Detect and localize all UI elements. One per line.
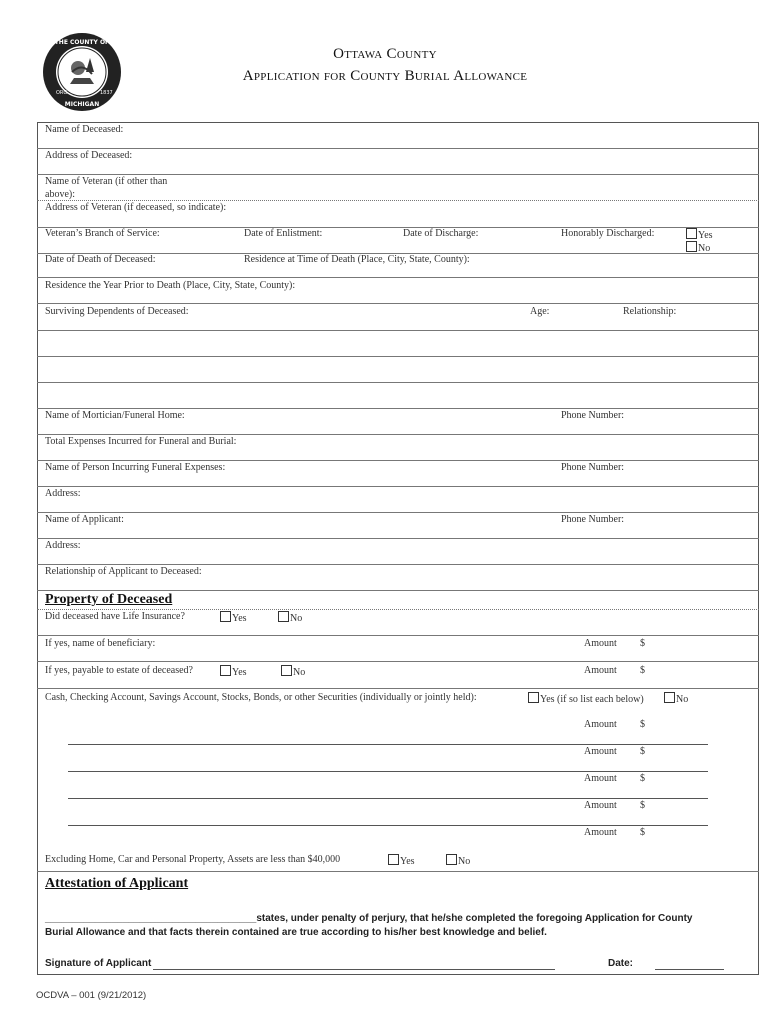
row-divider — [37, 590, 759, 591]
asset-line[interactable] — [68, 771, 708, 772]
dollar-sign: $ — [640, 719, 645, 730]
row-divider — [37, 382, 759, 383]
applicant-name-blank[interactable]: ______________________________________ — [45, 913, 257, 924]
dollar-sign: $ — [640, 638, 645, 649]
seal-text-bottom: MICHIGAN — [64, 101, 100, 108]
seal-text-top: SEAL OF THE COUNTY OF OTTAWA — [24, 39, 140, 46]
checkbox[interactable] — [686, 228, 697, 239]
excluding-label: Excluding Home, Car and Personal Property, Assets are less than $40,000 — [45, 854, 341, 865]
row-divider — [37, 200, 759, 201]
date-label: Date: — [608, 958, 634, 969]
title-county: Ottawa County — [333, 46, 437, 62]
amount-label: Amount — [584, 827, 617, 838]
row-divider — [37, 356, 759, 357]
dollar-sign: $ — [640, 800, 645, 811]
amount-label: Amount — [584, 800, 617, 811]
checkbox[interactable] — [664, 692, 675, 703]
no-label: No — [293, 667, 306, 678]
yes-label: Yes — [232, 613, 247, 624]
checkbox[interactable] — [686, 241, 697, 252]
relationship-applicant-label: Relationship of Applicant to Deceased: — [45, 566, 202, 577]
row-divider — [37, 330, 759, 331]
honorably-label: Honorably Discharged: — [561, 228, 655, 239]
beneficiary-label: If yes, name of beneficiary: — [45, 638, 156, 649]
name-veteran-label: Name of Veteran (if other than — [45, 176, 168, 187]
row-divider — [37, 303, 759, 304]
dollar-sign: $ — [640, 827, 645, 838]
row-divider — [37, 871, 759, 872]
cash-no-option[interactable] — [664, 692, 688, 705]
attestation-statement — [45, 912, 745, 940]
no-label: No — [458, 856, 471, 867]
branch-label: Veteran’s Branch of Service: — [45, 228, 160, 239]
payable-estate-no[interactable] — [281, 665, 305, 678]
honorable-yes-option[interactable] — [686, 228, 713, 241]
payable-estate-label: If yes, payable to estate of deceased? — [45, 665, 193, 676]
cash-label: Cash, Checking Account, Savings Account, Stocks, Bonds, or other Securities (individually or jointly held): — [45, 692, 477, 703]
form-code-footer: OCDVA – 001 (9/21/2012) — [36, 990, 147, 1001]
no-label: No — [676, 694, 689, 705]
amount-label: Amount — [584, 746, 617, 757]
life-insurance-no[interactable] — [278, 611, 302, 624]
row-divider — [37, 688, 759, 689]
row-divider — [37, 408, 759, 409]
row-divider — [37, 538, 759, 539]
form-frame — [37, 122, 759, 975]
date-line[interactable] — [655, 969, 724, 970]
signature-label: Signature of Applicant — [45, 958, 152, 969]
amount-label: Amount — [584, 638, 617, 649]
mortician-label: Name of Mortician/Funeral Home: — [45, 410, 185, 421]
person-address-label: Address: — [45, 488, 81, 499]
row-divider — [37, 512, 759, 513]
name-veteran-label-cont: above): — [45, 189, 75, 200]
row-divider — [37, 661, 759, 662]
asset-line[interactable] — [68, 744, 708, 745]
dollar-sign: $ — [640, 773, 645, 784]
checkbox[interactable] — [446, 854, 457, 865]
excluding-no[interactable] — [446, 854, 470, 867]
asset-line[interactable] — [68, 798, 708, 799]
dollar-sign: $ — [640, 665, 645, 676]
row-divider — [37, 148, 759, 149]
person-phone-label: Phone Number: — [561, 462, 625, 473]
row-divider — [37, 174, 759, 175]
checkbox[interactable] — [278, 611, 289, 622]
no-label: No — [290, 613, 303, 624]
row-divider — [37, 277, 759, 278]
row-divider — [37, 434, 759, 435]
applicant-phone-label: Phone Number: — [561, 514, 625, 525]
relationship-label: Relationship: — [623, 306, 677, 317]
row-divider — [37, 564, 759, 565]
cash-yes-option[interactable] — [528, 692, 644, 705]
row-divider — [37, 635, 759, 636]
row-divider — [37, 486, 759, 487]
residence-death-label: Residence at Time of Death (Place, City, State, County): — [244, 254, 470, 265]
seal-est-right: 1837 — [100, 90, 113, 96]
title-application: Application for County Burial Allowance — [242, 68, 528, 84]
amount-label: Amount — [584, 665, 617, 676]
discharge-label: Date of Discharge: — [403, 228, 479, 239]
amount-label: Amount — [584, 773, 617, 784]
applicant-label: Name of Applicant: — [45, 514, 124, 525]
mortician-phone-label: Phone Number: — [561, 410, 625, 421]
excluding-yes[interactable] — [388, 854, 415, 867]
row-divider — [37, 609, 759, 610]
yes-list-label: Yes (if so list each below) — [540, 694, 644, 705]
applicant-address-label: Address: — [45, 540, 81, 551]
amount-label: Amount — [584, 719, 617, 730]
seal-est-left: ORG. — [56, 90, 69, 96]
yes-label: Yes — [400, 856, 415, 867]
address-deceased-label: Address of Deceased: — [45, 150, 133, 161]
yes-label: Yes — [232, 667, 247, 678]
person-incurring-label: Name of Person Incurring Funeral Expenses: — [45, 462, 226, 473]
no-label: No — [698, 243, 711, 254]
statement-line-2: Burial Allowance and that facts therein contained are true according to his/her best knowledge and belief. — [45, 927, 547, 938]
dollar-sign: $ — [640, 746, 645, 757]
checkbox[interactable] — [528, 692, 539, 703]
total-expenses-label: Total Expenses Incurred for Funeral and Burial: — [45, 436, 237, 447]
residence-prior-label: Residence the Year Prior to Death (Place, City, State, County): — [45, 280, 296, 291]
row-divider — [37, 460, 759, 461]
asset-line[interactable] — [68, 825, 708, 826]
attestation-heading: Attestation of Applicant — [45, 876, 189, 891]
yes-label: Yes — [698, 230, 713, 241]
checkbox[interactable] — [220, 611, 231, 622]
statement-line-1: states, under penalty of perjury, that he/she completed the foregoing Application for County — [256, 913, 693, 924]
life-insurance-yes[interactable] — [220, 611, 247, 624]
dependents-label: Surviving Dependents of Deceased: — [45, 306, 189, 317]
checkbox[interactable] — [220, 665, 231, 676]
name-deceased-label: Name of Deceased: — [45, 124, 124, 135]
checkbox[interactable] — [281, 665, 292, 676]
age-label: Age: — [530, 306, 550, 317]
enlistment-label: Date of Enlistment: — [244, 228, 323, 239]
date-death-label: Date of Death of Deceased: — [45, 254, 156, 265]
life-insurance-label: Did deceased have Life Insurance? — [45, 611, 185, 622]
property-heading: Property of Deceased — [45, 592, 173, 607]
honorable-no-option[interactable] — [686, 241, 710, 254]
signature-line[interactable] — [153, 969, 555, 970]
payable-estate-yes[interactable] — [220, 665, 247, 678]
address-veteran-label: Address of Veteran (if deceased, so indicate): — [45, 202, 227, 213]
checkbox[interactable] — [388, 854, 399, 865]
